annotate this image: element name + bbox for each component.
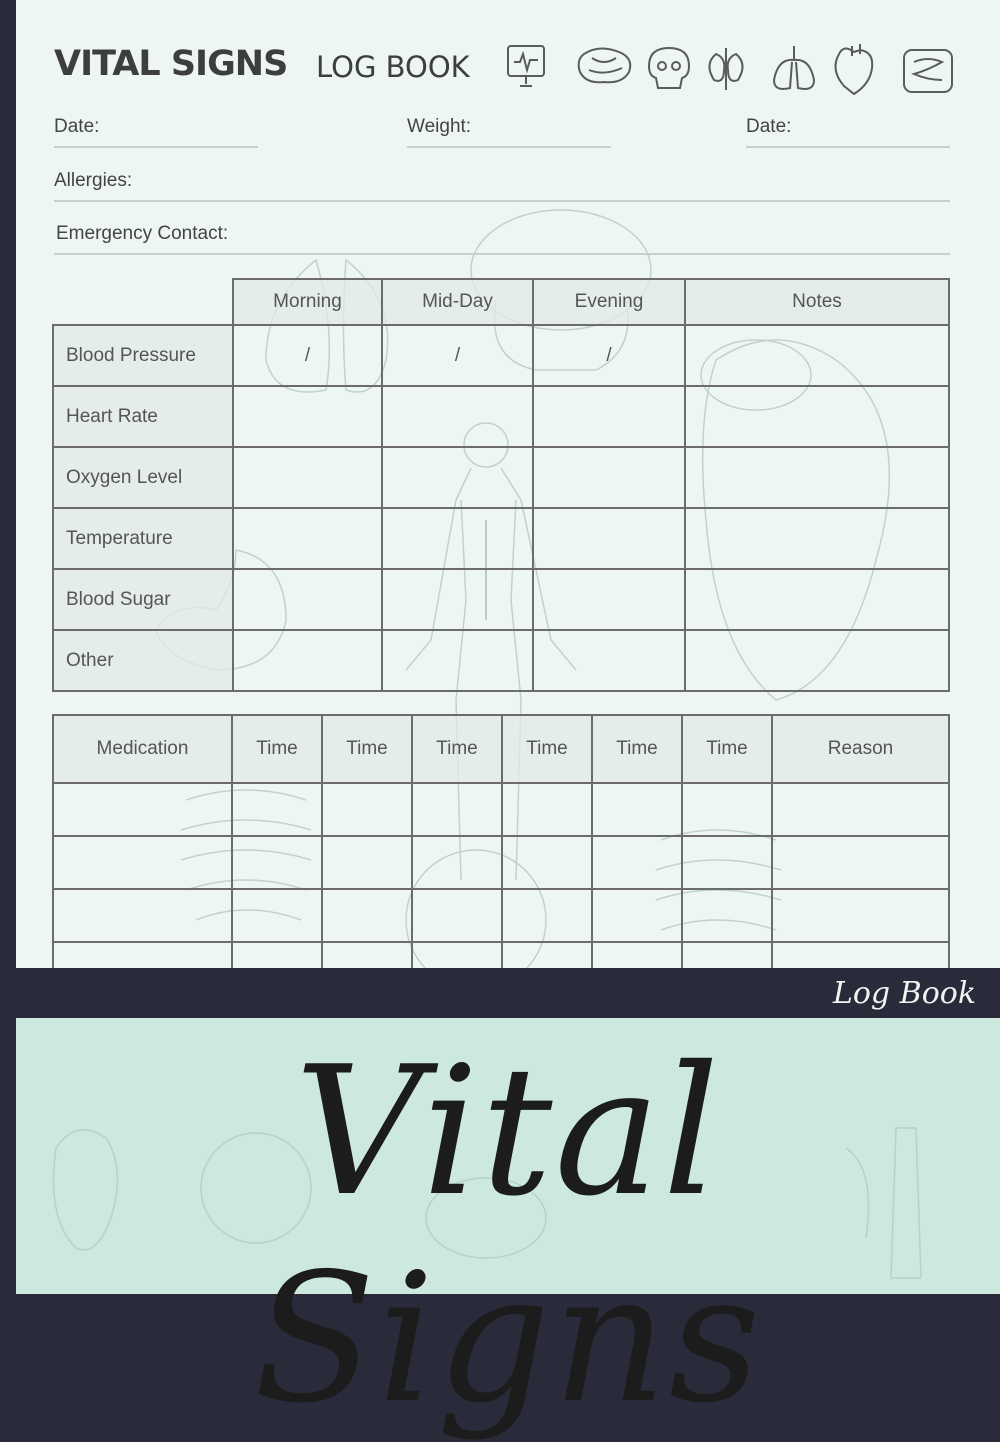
table-row xyxy=(53,508,949,569)
table-row xyxy=(53,783,949,836)
log-page xyxy=(16,0,1000,968)
col-time-4: Time xyxy=(502,715,592,783)
table-row xyxy=(53,630,949,691)
header-subtitle: LOG BOOK xyxy=(316,50,470,84)
cell-bp-mid-day[interactable]: / xyxy=(382,325,533,386)
med-cell[interactable] xyxy=(772,836,949,889)
log-book-label: Log Book xyxy=(832,976,976,1011)
col-time-3: Time xyxy=(412,715,502,783)
table-row xyxy=(53,889,949,942)
header-title: VITAL SIGNS xyxy=(54,44,288,84)
skull-icon xyxy=(649,48,689,88)
cell-bs-mid-day[interactable] xyxy=(382,569,533,630)
vitals-table xyxy=(52,278,950,692)
med-cell[interactable] xyxy=(412,783,502,836)
cell-o2-notes[interactable] xyxy=(685,447,949,508)
vitals-corner xyxy=(53,279,233,325)
cell-temp-notes[interactable] xyxy=(685,508,949,569)
allergies-field-line[interactable] xyxy=(54,200,950,202)
lungs-icon xyxy=(774,46,814,89)
row-label-blood-sugar: Blood Sugar xyxy=(53,569,233,630)
date-field-line-2[interactable] xyxy=(746,146,950,148)
medication-table xyxy=(52,714,950,996)
cell-o2-evening[interactable] xyxy=(533,447,685,508)
cell-other-mid-day[interactable] xyxy=(382,630,533,691)
cell-bs-morning[interactable] xyxy=(233,569,382,630)
col-time-6: Time xyxy=(682,715,772,783)
col-time-1: Time xyxy=(232,715,322,783)
med-cell[interactable] xyxy=(772,783,949,836)
med-cell[interactable] xyxy=(592,783,682,836)
row-label-temperature: Temperature xyxy=(53,508,233,569)
cell-temp-mid-day[interactable] xyxy=(382,508,533,569)
weight-field-line[interactable] xyxy=(407,146,611,148)
med-cell[interactable] xyxy=(682,783,772,836)
intestines-icon xyxy=(904,50,952,92)
med-cell[interactable] xyxy=(53,836,232,889)
med-cell[interactable] xyxy=(232,889,322,942)
weight-field-label: Weight: xyxy=(407,116,472,137)
medication-header-row xyxy=(53,715,949,783)
date-field-label: Date: xyxy=(54,116,100,137)
emergency-contact-label: Emergency Contact: xyxy=(56,223,229,244)
table-row xyxy=(53,325,949,386)
organ-icons-row xyxy=(504,40,954,100)
med-cell[interactable] xyxy=(53,889,232,942)
vitals-header-row xyxy=(53,279,949,325)
row-label-oxygen-level: Oxygen Level xyxy=(53,447,233,508)
col-notes: Notes xyxy=(685,279,949,325)
cell-other-evening[interactable] xyxy=(533,630,685,691)
row-label-blood-pressure: Blood Pressure xyxy=(53,325,233,386)
emergency-contact-line[interactable] xyxy=(54,253,950,255)
med-cell[interactable] xyxy=(412,889,502,942)
cell-o2-mid-day[interactable] xyxy=(382,447,533,508)
cell-bs-notes[interactable] xyxy=(685,569,949,630)
med-cell[interactable] xyxy=(322,783,412,836)
cell-bp-evening[interactable]: / xyxy=(533,325,685,386)
brain-icon xyxy=(579,48,631,82)
col-morning: Morning xyxy=(233,279,382,325)
med-cell[interactable] xyxy=(682,836,772,889)
col-time-5: Time xyxy=(592,715,682,783)
cell-hr-evening[interactable] xyxy=(533,386,685,447)
med-cell[interactable] xyxy=(592,889,682,942)
date-field-label-2: Date: xyxy=(746,116,792,137)
cell-other-notes[interactable] xyxy=(685,630,949,691)
row-label-heart-rate: Heart Rate xyxy=(53,386,233,447)
med-cell[interactable] xyxy=(232,836,322,889)
col-reason: Reason xyxy=(772,715,949,783)
table-row xyxy=(53,447,949,508)
cell-hr-morning[interactable] xyxy=(233,386,382,447)
cell-hr-mid-day[interactable] xyxy=(382,386,533,447)
med-cell[interactable] xyxy=(682,889,772,942)
cover-title: Vital Signs xyxy=(253,1028,763,1442)
date-field-line[interactable] xyxy=(54,146,258,148)
kidneys-icon xyxy=(709,48,742,90)
cell-temp-morning[interactable] xyxy=(233,508,382,569)
med-cell[interactable] xyxy=(412,836,502,889)
cell-hr-notes[interactable] xyxy=(685,386,949,447)
med-cell[interactable] xyxy=(232,783,322,836)
med-cell[interactable] xyxy=(592,836,682,889)
med-cell[interactable] xyxy=(502,889,592,942)
col-medication: Medication xyxy=(53,715,232,783)
med-cell[interactable] xyxy=(53,783,232,836)
cell-other-morning[interactable] xyxy=(233,630,382,691)
table-row xyxy=(53,836,949,889)
med-cell[interactable] xyxy=(502,783,592,836)
cover-panel xyxy=(16,1018,1000,1442)
table-row xyxy=(53,386,949,447)
heart-icon xyxy=(835,44,872,94)
med-cell[interactable] xyxy=(772,889,949,942)
col-mid-day: Mid-Day xyxy=(382,279,533,325)
med-cell[interactable] xyxy=(322,889,412,942)
left-strip xyxy=(0,0,16,1294)
cell-o2-morning[interactable] xyxy=(233,447,382,508)
cell-bp-notes[interactable] xyxy=(685,325,949,386)
col-evening: Evening xyxy=(533,279,685,325)
cell-temp-evening[interactable] xyxy=(533,508,685,569)
cell-bs-evening[interactable] xyxy=(533,569,685,630)
med-cell[interactable] xyxy=(502,836,592,889)
med-cell[interactable] xyxy=(322,836,412,889)
allergies-field-label: Allergies: xyxy=(54,170,133,191)
row-label-other: Other xyxy=(53,630,233,691)
cell-bp-morning[interactable]: / xyxy=(233,325,382,386)
table-row xyxy=(53,569,949,630)
monitor-icon xyxy=(508,46,544,86)
col-time-2: Time xyxy=(322,715,412,783)
